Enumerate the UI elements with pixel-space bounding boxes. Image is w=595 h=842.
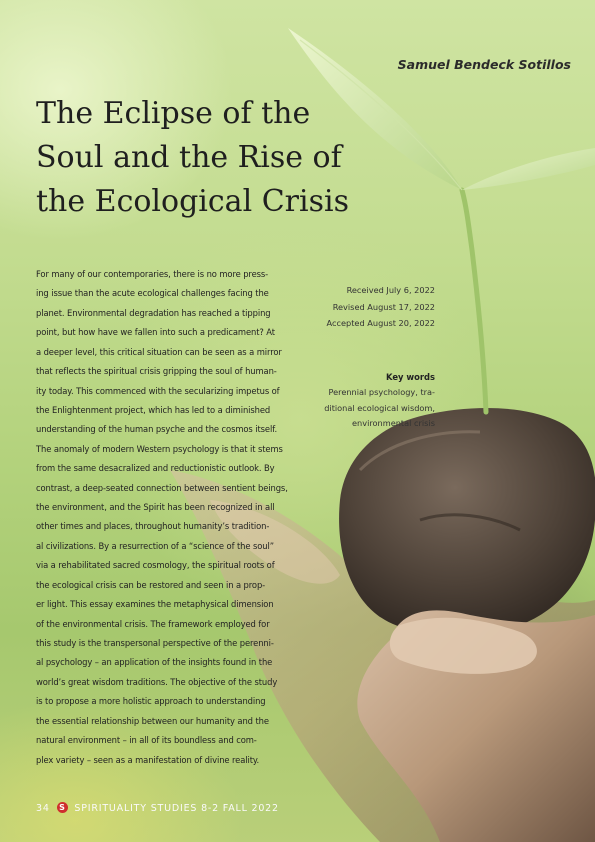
abstract-line: For many of our contemporaries, there is no more press- bbox=[36, 269, 269, 279]
abstract-line: the essential relationship between our humanity and the bbox=[36, 715, 269, 726]
author-name: Samuel Bendeck Sotillos bbox=[397, 57, 571, 72]
abstract-line: that reflects the spiritual crisis gripping the soul of human- bbox=[36, 366, 277, 377]
abstract-line: the environment, and the Spirit has been recognized in all bbox=[36, 502, 275, 513]
keywords bbox=[324, 369, 435, 432]
abstract-line: er light. This essay examines the metaphysical dimension bbox=[36, 599, 274, 610]
journal-name: SPIRITUALITY STUDIES bbox=[74, 803, 198, 814]
abstract bbox=[36, 265, 298, 770]
abstract-line: of the environmental crisis. The framework employed for bbox=[36, 618, 270, 629]
abstract-line: al civilizations. By a resurrection of a “science of the soul” bbox=[36, 540, 274, 551]
journal-logo-icon: S bbox=[57, 802, 68, 813]
page-number: 34 bbox=[36, 803, 50, 814]
abstract-line: planet. Environmental degradation has reached a tipping bbox=[36, 307, 271, 318]
abstract-line: point, but how have we fallen into such a predicament? At bbox=[36, 327, 275, 338]
abstract-line: this study is the transpersonal perspective of the perenni- bbox=[36, 638, 274, 649]
keywords-heading: Key words bbox=[386, 372, 435, 382]
page-footer bbox=[36, 802, 279, 814]
abstract-line: The anomaly of modern Western psychology is that it stems bbox=[36, 443, 283, 454]
received-date: Received July 6, 2022 bbox=[346, 285, 435, 295]
revised-date: Revised August 17, 2022 bbox=[332, 301, 435, 312]
title-line: Soul and the Rise of bbox=[36, 140, 342, 175]
abstract-line: ing issue than the acute ecological challenges facing the bbox=[36, 288, 269, 299]
abstract-line: from the same desacralized and reductionistic outlook. By bbox=[36, 463, 275, 474]
abstract-line: via a rehabilitated sacred cosmology, the spiritual roots of bbox=[36, 560, 275, 571]
title-line: the Ecological Crisis bbox=[36, 184, 349, 219]
abstract-line: is to propose a more holistic approach to understanding bbox=[36, 696, 266, 707]
abstract-line: understanding of the human psyche and the cosmos itself. bbox=[36, 424, 278, 435]
abstract-line: other times and places, throughout humanity’s tradition- bbox=[36, 521, 270, 532]
abstract-line: plex variety – seen as a manifestation of divine reality. bbox=[36, 754, 260, 765]
abstract-line: ity today. This commenced with the secularizing impetus of bbox=[36, 385, 280, 396]
abstract-line: the ecological crisis can be restored and seen in a prop- bbox=[36, 579, 266, 590]
abstract-line: the Enlightenment project, which has led to a diminished bbox=[36, 404, 271, 415]
publication-dates bbox=[327, 282, 435, 332]
abstract-line: a deeper level, this critical situation can be seen as a mirror bbox=[36, 346, 282, 357]
accepted-date: Accepted August 20, 2022 bbox=[326, 318, 435, 328]
keywords-line: Perennial psychology, tra- bbox=[328, 387, 435, 397]
abstract-line: natural environment – in all of its boundless and com- bbox=[36, 735, 257, 746]
abstract-line: world’s great wisdom traditions. The objective of the study bbox=[36, 676, 278, 687]
article-title bbox=[36, 92, 396, 224]
keywords-line: environmental crisis bbox=[352, 418, 435, 428]
abstract-line: al psychology – an application of the insights found in the bbox=[36, 657, 273, 668]
title-line: The Eclipse of the bbox=[36, 96, 311, 131]
keywords-line: ditional ecological wisdom, bbox=[324, 402, 435, 413]
journal-issue: 8-2 FALL 2022 bbox=[201, 803, 279, 814]
abstract-line: contrast, a deep-seated connection between sentient beings, bbox=[36, 482, 288, 493]
